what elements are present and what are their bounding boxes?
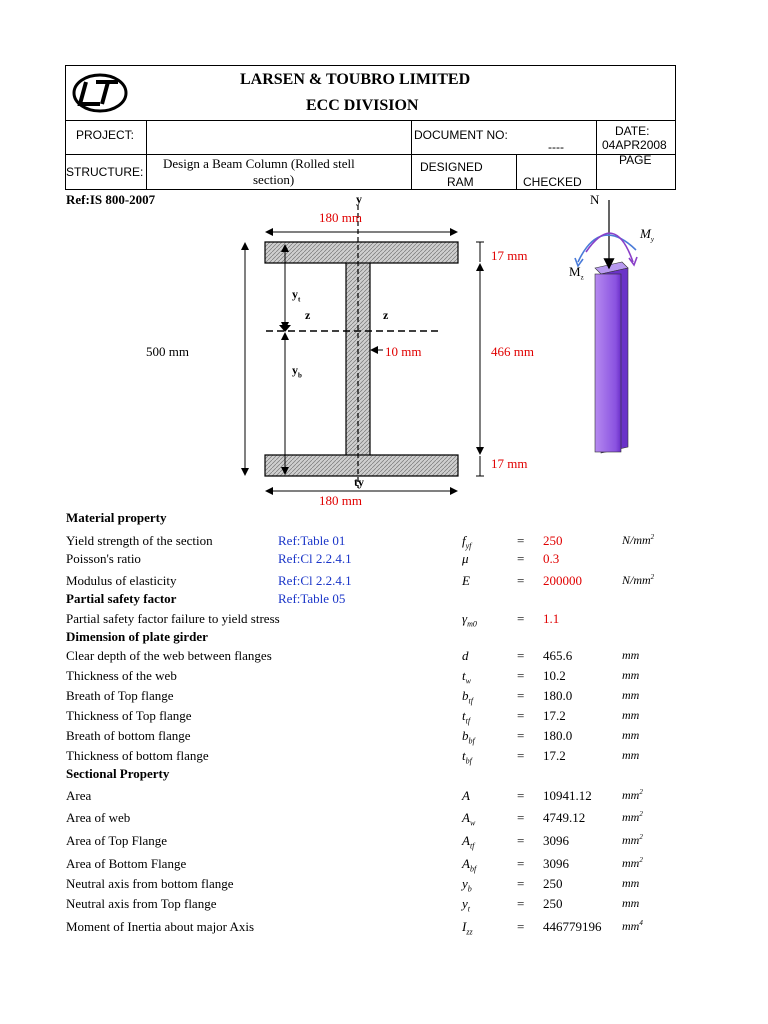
section-sectional: Sectional Property	[66, 766, 170, 781]
equals-sign: =	[517, 668, 525, 683]
page-label: PAGE	[619, 153, 652, 167]
checked-label: CHECKED	[523, 175, 582, 189]
equals-sign: =	[517, 708, 525, 723]
property-unit: mm	[622, 688, 640, 702]
property-symbol: E	[462, 573, 470, 588]
property-label: Thickness of the web	[66, 668, 177, 683]
property-symbol: $b_{bf}$	[462, 728, 475, 746]
equals-sign: =	[517, 856, 525, 871]
property-value: 180.0	[543, 728, 573, 743]
equals-sign: =	[517, 533, 525, 548]
property-unit: mm	[622, 896, 640, 910]
property-unit: $N/mm^2$	[622, 573, 655, 587]
property-symbol: μ	[462, 551, 469, 566]
property-symbol: $t_{tf}$	[462, 708, 471, 726]
property-unit: mm	[622, 708, 640, 722]
web-depth-label: 466 mm	[491, 344, 534, 359]
bottom-width-label: 180 mm	[319, 493, 362, 508]
property-value: 250	[543, 876, 563, 891]
project-label: PROJECT:	[76, 128, 135, 142]
property-symbol: $b_{tf}$	[462, 688, 473, 706]
property-label: Poisson's ratio	[66, 551, 141, 566]
structure-value-2: section)	[253, 172, 295, 187]
z-axis-right-label: z	[383, 308, 389, 322]
property-value: 200000	[543, 573, 582, 588]
equals-sign: =	[517, 876, 525, 891]
property-value: 465.6	[543, 648, 573, 663]
property-symbol: $A_{tf}$	[462, 833, 475, 851]
property-value: 250	[543, 533, 563, 548]
property-symbol: $y_t$	[462, 896, 471, 914]
property-label: Partial safety factor failure to yield stress	[66, 611, 280, 626]
property-symbol: $y_b$	[462, 876, 472, 894]
z-axis-left-label: z	[305, 308, 311, 322]
equals-sign: =	[517, 728, 525, 743]
equals-sign: =	[517, 611, 525, 626]
property-symbol: A	[462, 788, 470, 803]
property-symbol: d	[462, 648, 469, 663]
property-symbol: $f_{yf}$	[462, 533, 472, 551]
property-symbol: $A_{bf}$	[462, 856, 477, 874]
property-reference: Ref:Cl 2.2.4.1	[278, 573, 352, 588]
docno-label: DOCUMENT NO:	[414, 128, 508, 142]
property-value: 17.2	[543, 708, 566, 723]
property-value: 4749.12	[543, 810, 586, 825]
equals-sign: =	[517, 919, 525, 934]
equals-sign: =	[517, 573, 525, 588]
web-thk-label: 10 mm	[385, 344, 422, 359]
date-label: DATE:	[615, 124, 650, 138]
property-label: Breath of bottom flange	[66, 728, 191, 743]
property-symbol: $\gamma_{m0}$	[462, 611, 477, 629]
property-label: Area of web	[66, 810, 131, 825]
property-value: 3096	[543, 856, 569, 871]
equals-sign: =	[517, 551, 525, 566]
code-reference: Ref:IS 800-2007	[66, 192, 156, 207]
property-value: 10.2	[543, 668, 566, 683]
property-label: Area of Bottom Flange	[66, 856, 187, 871]
property-unit: $mm^2$	[622, 856, 643, 870]
property-label: Yield strength of the section	[66, 533, 213, 548]
section-material: Material property	[66, 510, 167, 525]
bottom-flange-thk-label: 17 mm	[491, 456, 528, 471]
property-unit: mm	[622, 648, 640, 662]
property-value: 17.2	[543, 748, 566, 763]
equals-sign: =	[517, 810, 525, 825]
property-unit: $mm^4$	[622, 919, 643, 933]
date-value: 04APR2008	[602, 138, 667, 152]
property-reference: Ref:Table 01	[278, 533, 346, 548]
company-name: LARSEN & TOUBRO LIMITED	[240, 71, 471, 88]
property-label: Neutral axis from Top flange	[66, 896, 217, 911]
section-dimension: Dimension of plate girder	[66, 629, 208, 644]
top-width-label: 180 mm	[319, 210, 362, 225]
structure-value-1: Design a Beam Column (Rolled stell	[163, 156, 355, 171]
property-label: Thickness of Top flange	[66, 708, 192, 723]
property-label: Moment of Inertia about major Axis	[66, 919, 255, 934]
property-symbol: $t_w$	[462, 668, 471, 686]
moment-z-label: $M_z$	[569, 264, 584, 282]
equals-sign: =	[517, 896, 525, 911]
property-unit: $mm^2$	[622, 810, 643, 824]
depth-label: 500 mm	[146, 344, 189, 359]
property-value: 250	[543, 896, 563, 911]
property-label: Thickness of bottom flange	[66, 748, 209, 763]
property-label: Neutral axis from bottom flange	[66, 876, 234, 891]
equals-sign: =	[517, 688, 525, 703]
property-label: Breath of Top flange	[66, 688, 174, 703]
axial-load-label: N	[590, 192, 600, 207]
property-value: 0.3	[543, 551, 560, 566]
property-label: Area	[66, 788, 92, 803]
property-symbol: $I_{zz}$	[462, 919, 473, 937]
property-unit: mm	[622, 728, 640, 742]
property-unit: $N/mm^2$	[622, 533, 655, 547]
property-symbol: $t_{bf}$	[462, 748, 472, 766]
property-label: Clear depth of the web between flanges	[66, 648, 272, 663]
property-value: 180.0	[543, 688, 573, 703]
section-partial-safety: Partial safety factor	[66, 591, 177, 606]
property-label: Modulus of elasticity	[66, 573, 177, 588]
structure-label: STRUCTURE:	[66, 165, 144, 179]
property-unit: mm	[622, 668, 640, 682]
property-label: Area of Top Flange	[66, 833, 168, 848]
property-value: 3096	[543, 833, 569, 848]
property-reference: Ref:Cl 2.2.4.1	[278, 551, 352, 566]
designed-label: DESIGNED	[420, 160, 483, 174]
equals-sign: =	[517, 788, 525, 803]
property-symbol: $A_w$	[462, 810, 476, 828]
property-unit: mm	[622, 876, 640, 890]
property-unit: mm	[622, 748, 640, 762]
top-flange-thk-label: 17 mm	[491, 248, 528, 263]
moment-y-label: $M_y$	[640, 226, 654, 244]
property-unit: $mm^2$	[622, 833, 643, 847]
yb-label: $y_b$	[292, 363, 302, 380]
designed-value: RAM	[447, 175, 474, 189]
equals-sign: =	[517, 648, 525, 663]
y-axis-top-label: y	[356, 192, 362, 206]
property-value: 446779196	[543, 919, 602, 934]
property-unit: $mm^2$	[622, 788, 643, 802]
y-axis-bottom-label: ty	[354, 475, 364, 489]
yt-label: $y_t$	[292, 287, 301, 304]
equals-sign: =	[517, 833, 525, 848]
property-value: 1.1	[543, 611, 560, 626]
psf-reference: Ref:Table 05	[278, 591, 346, 606]
equals-sign: =	[517, 748, 525, 763]
docno-value: ----	[548, 140, 564, 154]
division-name: ECC DIVISION	[306, 97, 419, 114]
property-value: 10941.12	[543, 788, 592, 803]
